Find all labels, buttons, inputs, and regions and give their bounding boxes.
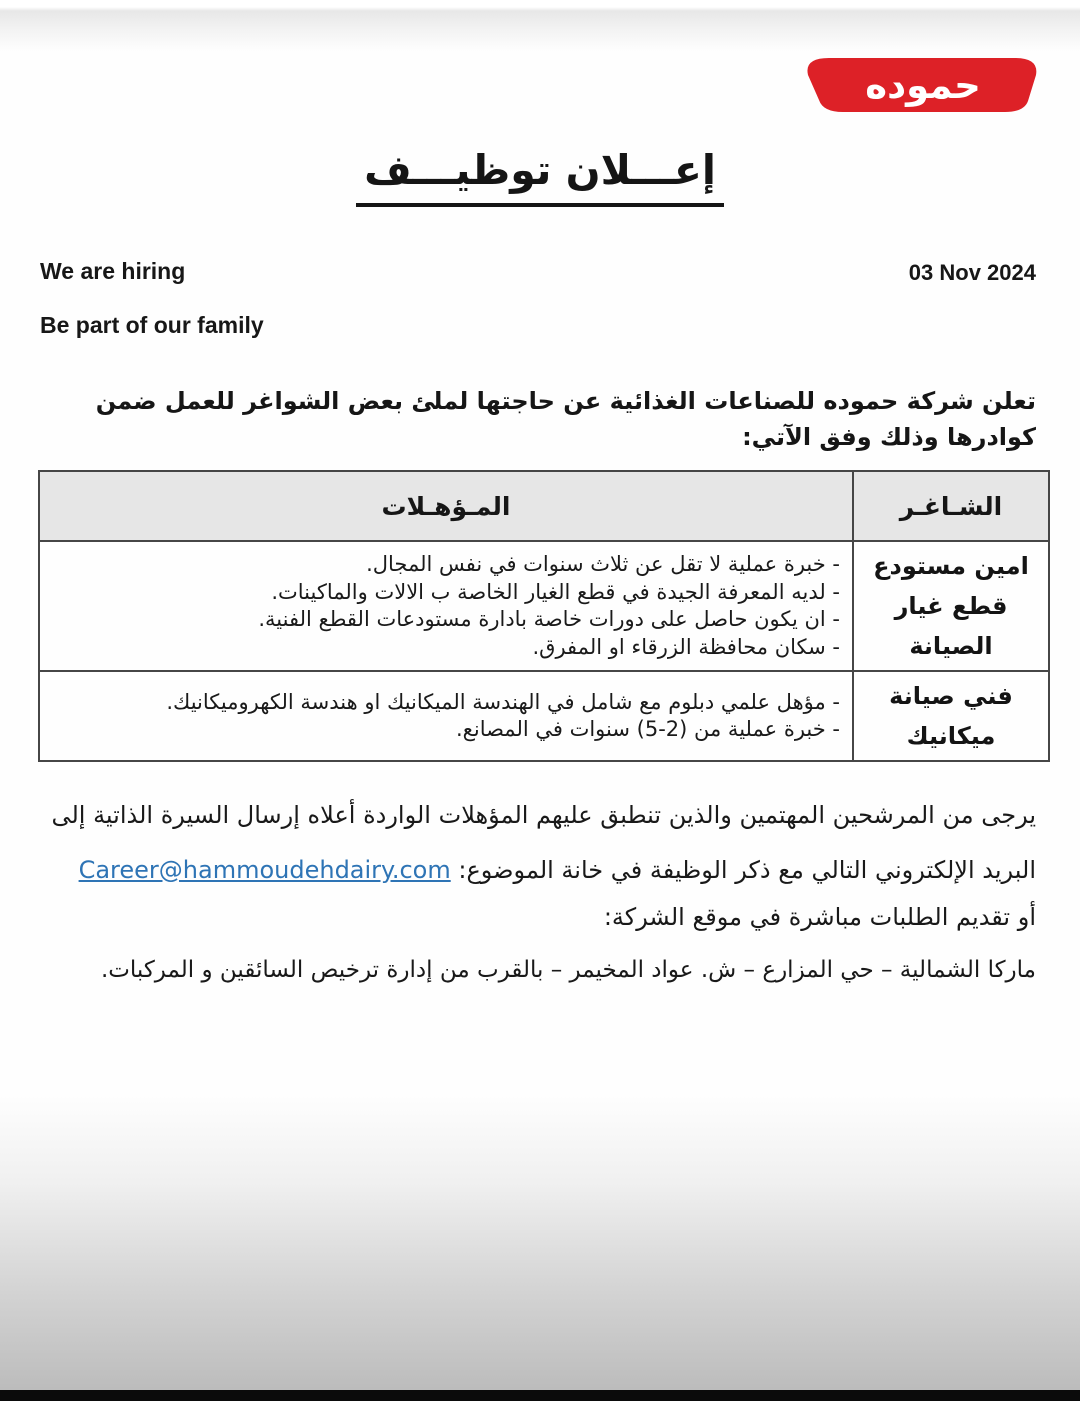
- table-header-row: [39, 471, 1049, 541]
- vacancy-title: امين مستودع قطع غيار الصيانة: [853, 541, 1049, 671]
- qualifications-list: [39, 541, 853, 671]
- career-email-link[interactable]: Career@hammoudehdairy.com: [78, 856, 451, 884]
- table-row: [39, 671, 1049, 761]
- qualification-line: - مؤهل علمي دبلوم مع شامل في الهندسة الميكانيك او هندسة الكهروميكانيك.: [166, 689, 840, 714]
- company-address: ماركا الشمالية – حي المزارع – ش. عواد المخيمر – بالقرب من إدارة ترخيص السائقين و المركبات.: [100, 957, 1036, 983]
- bottom-scan-shading: [0, 1094, 1080, 1390]
- apply-paragraph: [42, 788, 1036, 898]
- top-scan-shading: [0, 0, 1080, 52]
- qualification-line: - لديه المعرفة الجيدة في قطع الغيار الخاصة ب الالات والماكينات.: [271, 579, 840, 604]
- apply-instruction: يرجى من المرشحين المهتمين والذين تنطبق عليهم المؤهلات الواردة أعلاه إرسال السيرة الذاتية إلى البريد الإلكتروني التالي مع ذكر الوظيفة في خانة الموضوع:: [51, 801, 1036, 884]
- header-vacancy: الشـاغـر: [853, 471, 1049, 541]
- direct-apply-line: أو تقديم الطلبات مباشرة في موقع الشركة:: [603, 903, 1036, 931]
- table-row: [39, 541, 1049, 671]
- family-line: Be part of our family: [40, 312, 264, 338]
- company-logo: [802, 56, 1042, 114]
- logo-wordmark: حموده: [865, 64, 981, 107]
- qualification-line: - خبرة عملية لا تقل عن ثلاث سنوات في نفس المجال.: [366, 552, 840, 576]
- company-logo-shape: [802, 56, 1042, 114]
- qualification-line: - سكان محافظة الزرقاء او المفرق.: [532, 634, 840, 659]
- vacancy-title: فني صيانة ميكانيك: [853, 671, 1049, 761]
- page-title: إعـــلان توظيـــف: [356, 146, 724, 207]
- vacancies-table: [38, 470, 1050, 762]
- date-label: 03 Nov 2024: [908, 260, 1036, 285]
- announcement-title-wrap: [0, 146, 1080, 207]
- bottom-black-bar: [0, 1390, 1080, 1401]
- hiring-line: We are hiring: [40, 258, 186, 284]
- qualifications-list: [39, 671, 853, 761]
- qualification-line: - ان يكون حاصل على دورات خاصة بادارة مستودعات القطع الفنية.: [258, 607, 840, 631]
- qualification-line: - خبرة عملية من (2-5) سنوات في المصانع.: [456, 717, 840, 741]
- intro-paragraph: تعلن شركة حموده للصناعات الغذائية عن حاجتها لملئ بعض الشواغر للعمل ضمن كوادرها وذلك وفق الآتي:: [95, 387, 1036, 451]
- header-qualifications: المـؤهـلات: [39, 471, 853, 541]
